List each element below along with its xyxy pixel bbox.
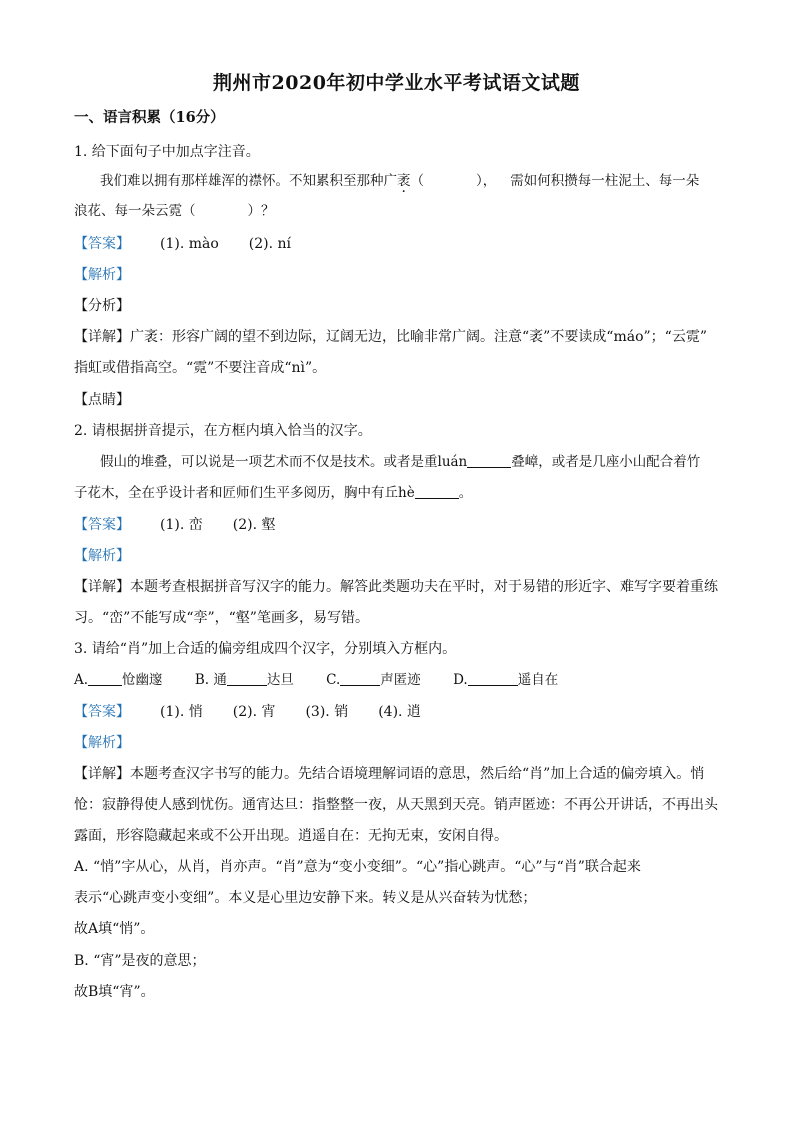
fill-blank (415, 484, 459, 499)
answer-value: (3). 销 (305, 704, 349, 720)
q1-dotted-char: 袤 (397, 173, 411, 189)
q1-paren-close: ）， (476, 173, 497, 189)
question-1-text-line2 (74, 201, 275, 221)
fenxi-tag: 【分析】 (74, 298, 130, 314)
answer-value: (2). 壑 (232, 517, 276, 533)
option-b: B. 通 达旦 (194, 672, 294, 688)
dianjing-tag: 【点睛】 (74, 392, 130, 408)
detail-text: 本题考查汉字书写的能力。先结合语境理解词语的意思，然后给“肖”加上合适的偏旁填入。悄 (130, 766, 705, 782)
question-3-option-b-line1: B. “宵”是夜的意思； (74, 953, 206, 969)
question-2-detail-line1 (74, 577, 718, 597)
question-3-answer (74, 702, 421, 722)
answer-value: (4). 逍 (378, 704, 421, 720)
answer-value: (1). 峦 (160, 517, 203, 533)
question-1-answer (74, 234, 291, 254)
question-3-option-a-line3: 故A填“悄”。 (74, 921, 155, 937)
question-3-stem: 3. 请给“肖”加上合适的偏旁组成四个汉字，分别填入方框内。 (74, 641, 457, 657)
option-c: C. 声匿迹 (326, 672, 421, 688)
q2-text-part: 。 (458, 485, 473, 501)
question-2-answer (74, 515, 275, 535)
question-1-detail-line2: 指虹或借指高空。“霓”不要注音成“nì”。 (74, 360, 327, 376)
question-3-option-a-line2: 表示“心跳声变小变细”。本义是心里边安静下来。转义是从兴奋转为忧愁； (74, 890, 537, 906)
option-d: D. 遥自在 (453, 672, 559, 688)
q2-text-part: 假山的堆叠，可以说是一项艺术而不仅是技术。或者是重 (100, 454, 438, 470)
question-2-stem: 2. 请根据拼音提示，在方框内填入恰当的汉字。 (74, 423, 372, 439)
analysis-tag: 【解析】 (74, 548, 130, 564)
fill-blank (467, 453, 511, 468)
question-3-detail-line1 (74, 764, 704, 784)
q1-paren-close: ）？ (247, 203, 275, 219)
detail-text: 本题考查根据拼音写汉字的能力。解答此类题功夫在平时，对于易错的形近字、难写字要着重练 (130, 579, 718, 595)
question-1-text-line1 (100, 171, 699, 191)
question-3-options (74, 670, 586, 690)
section-heading: 一、语言积累（16分） (74, 109, 225, 126)
answer-value: (2). 宵 (232, 704, 276, 720)
q2-text-part: 子花木，全在乎设计者和匠师们生平多阅历，胸中有丘 (74, 485, 398, 501)
detail-text: 广袤：形容广阔的望不到边际，辽阔无边，比喻非常广阔。注意“袤”不要读成“máo”；“云霓” (130, 329, 707, 345)
pinyin-hint: hè (398, 485, 415, 501)
answer-tag: 【答案】 (74, 517, 130, 533)
question-2-detail-line2: 习。“峦”不能写成“孪”，“壑”笔画多，易写错。 (74, 610, 369, 626)
answer-tag: 【答案】 (74, 236, 130, 252)
detail-tag: 【详解】 (74, 329, 130, 345)
question-3-detail-line3: 露面，形容隐藏起来或不公开出现。逍遥自在：无拘无束，安闲自得。 (74, 828, 508, 844)
question-1-stem: 1. 给下面句子中加点字注音。 (74, 144, 260, 160)
analysis-tag: 【解析】 (74, 735, 130, 751)
option-a: A. 怆幽邃 (74, 672, 163, 688)
answer-value: (1). 悄 (160, 704, 203, 720)
pinyin-hint: luán (437, 454, 468, 470)
answer-tag: 【答案】 (74, 704, 130, 720)
q1-text-part: 需如何积攒每一柱泥土、每一朵 (510, 173, 700, 189)
question-3-detail-line2: 怆：寂静得使人感到忧伤。通宵达旦：指整整一夜，从天黑到天亮。销声匿迹：不再公开讲话，不再出头 (74, 797, 718, 813)
question-1-detail-line1 (74, 327, 707, 347)
question-2-text-line2 (74, 483, 472, 503)
q2-text-part: 叠嶂，或者是几座小山配合着竹 (511, 454, 701, 470)
detail-tag: 【详解】 (74, 579, 130, 595)
question-3-option-a-line1: A. “悄”字从心，从肖，肖亦声。“肖”意为“变小变细”。“心”指心跳声。“心”与“肖”联合起来 (74, 859, 641, 875)
q1-text-part: 我们难以拥有那样雄浑的襟怀。不知累积至那种广 (100, 173, 397, 189)
answer-value: (2). ní (248, 236, 292, 252)
question-2-text-line1 (100, 452, 700, 472)
analysis-tag: 【解析】 (74, 267, 130, 283)
detail-tag: 【详解】 (74, 766, 130, 782)
q1-text-part: 浪花、每一朵云霓（ (74, 203, 196, 219)
page-title: 荆州市2020年初中学业水平考试语文试题 (213, 72, 580, 94)
question-3-option-b-line2: 故B填“宵”。 (74, 984, 155, 1000)
answer-value: (1). mào (160, 236, 219, 252)
q1-paren-open: （ (410, 173, 424, 189)
